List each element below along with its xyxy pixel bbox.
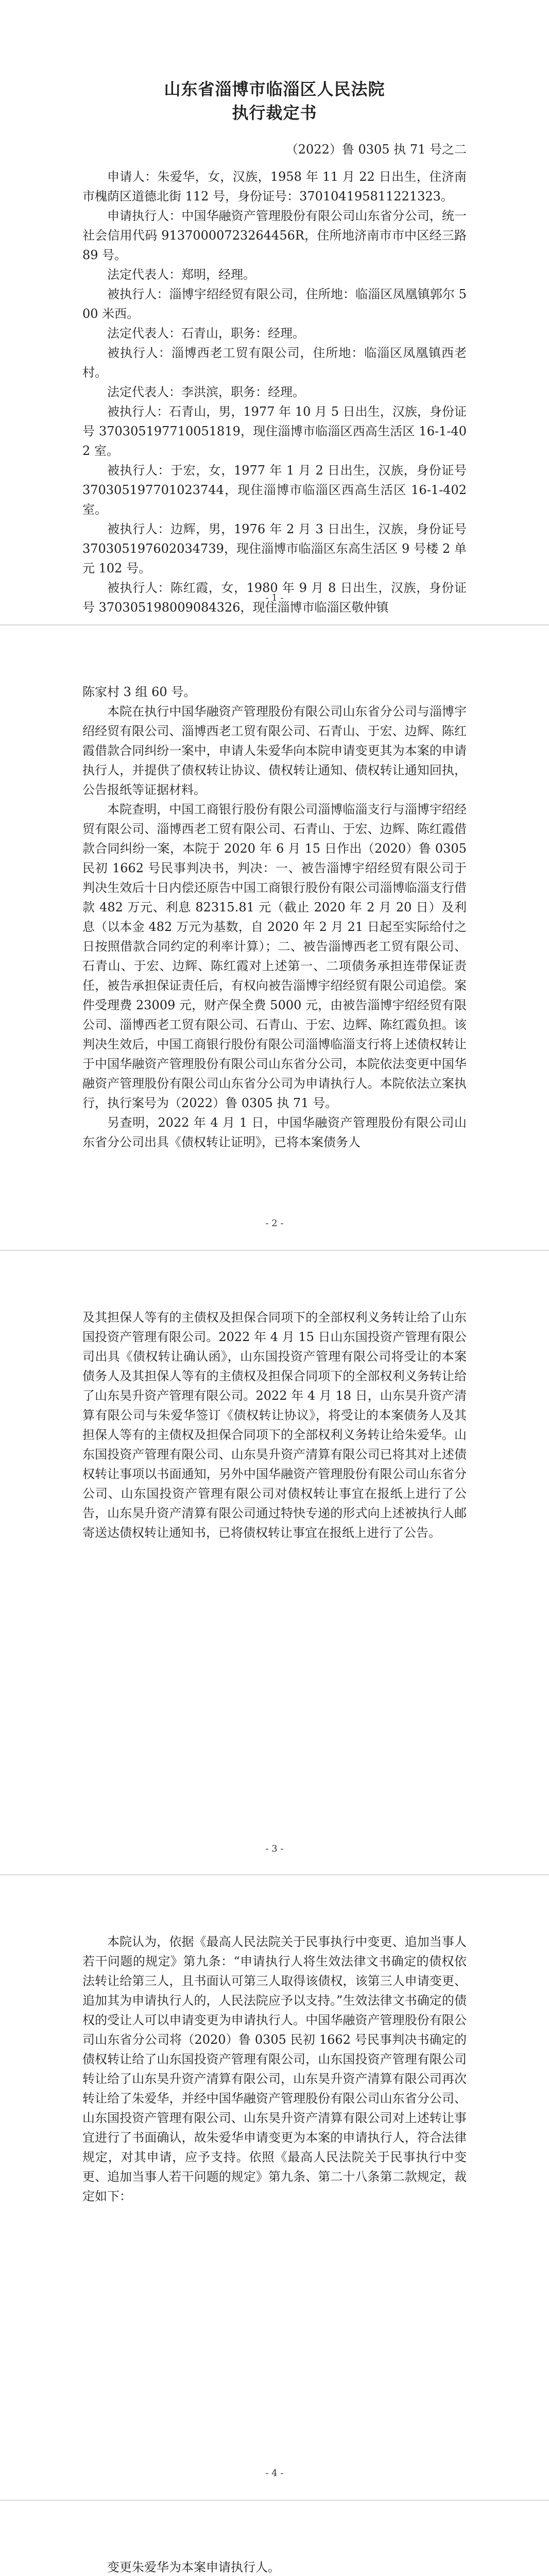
document-page-5 (0, 2501, 549, 2576)
document-page-1 (0, 0, 549, 624)
paragraph: 陈家村 3 组 60 号。 (82, 685, 196, 699)
page-number: - 4 - (265, 2468, 284, 2479)
paragraph: 及其担保人等有的主债权及担保合同项下的全部权利义务转让给了山东国投资产管理有限公司。2022 年 4 月 15 日山东国投资产管理有限公司出具《债权转让确认函》，山东国投资产管理有限公司将受让的本案债务人及其担保人等有的主债权及担保合同项下的全部权利义务转让给了山东昊升资产管理有限公司。2022 年 4 月 18 日，山东昊升资产清算有限公司与朱爱华签订《债权转让协议》，将受让的本案债务人及其担保人等有的主债权及担保合同项下的全部权利义务转让给朱爱华。山东国投资产管理有限公司、山东昊升资产清算有限公司已将其对上述债权转让事项以书面通知，另外中国华融资产管理股份有限公司山东省分公司、山东国投资产管理有限公司对债权转让事宜在报纸上进行了公告，山东昊升资产清算有限公司通过特快专递的形式向上述被执行人邮寄送达债权转让通知书，已将债权转让事宜在报纸上进行了公告。 (82, 1310, 467, 1540)
document-page-2 (0, 625, 549, 1250)
paragraph: 被执行人：淄博宇绍经贸有限公司，住所地：临淄区凤凰镇郭尔 500 米西。 (82, 287, 467, 321)
paragraph: 申请人：朱爱华，女，汉族，1958 年 11 月 22 日出生，住济南市槐荫区道德北街 112 号，身份证号：370104195811221323。 (82, 170, 467, 204)
paragraph: 法定代表人：郑明，经理。 (107, 267, 255, 282)
case-number: （2022）鲁 0305 执 71 号之二 (285, 142, 467, 157)
page-number: - 1 - (265, 592, 284, 603)
document-type: 执行裁定书 (232, 103, 317, 123)
paragraph: 被执行人：淄博西老工贸有限公司，住所地：临淄区凤凰镇西老村。 (82, 346, 467, 380)
paragraph: 被执行人：陈红霞，女，1980 年 9 月 8 日出生，汉族，身份证号 370305198009084326，现住淄博市临淄区敬仲镇 (82, 581, 467, 615)
document-page-3 (0, 1251, 549, 1874)
paragraph: 被执行人：于宏，女，1977 年 1 月 2 日出生，汉族，身份证号 370305197701023744，现住淄博市临淄区西高生活区 16-1-402 室。 (82, 463, 467, 517)
page-number: - 3 - (265, 1843, 284, 1854)
paragraph: 法定代表人：石青山，职务：经理。 (107, 326, 305, 341)
page-number: - 2 - (265, 1218, 284, 1229)
paragraph: 被执行人：石青山，男，1977 年 10 月 5 日出生，汉族，身份证号 370305197710051819，现住淄博市临淄区西高生活区 16-1-402 室。 (82, 404, 467, 458)
paragraph: 申请执行人：中国华融资产管理股份有限公司山东省分公司，统一社会信用代码 91370000723264456R，住所地济南市市中区经三路 89 号。 (82, 209, 467, 262)
paragraph: 本院在执行中国华融资产管理股份有限公司山东省分公司与淄博宇绍经贸有限公司、淄博西老工贸有限公司、石青山、于宏、边辉、陈红霞借款合同纠纷一案中，申请人朱爱华向本院申请变更其为本案的申请执行人，并提供了债权转让协议、债权转让通知、债权转让通知回执，公告报纸等证据材料。 (82, 704, 467, 797)
document-page-4 (0, 1875, 549, 2500)
court-name: 山东省淄博市临淄区人民法院 (164, 79, 385, 99)
paragraph: 被执行人：边辉，男，1976 年 2 月 3 日出生，汉族，身份证号 370305197602034739，现住淄博市临淄区东高生活区 9 号楼 2 单元 102 号。 (82, 522, 467, 575)
paragraph: 本院查明，中国工商银行股份有限公司淄博临淄支行与淄博宇绍经贸有限公司、淄博西老工贸有限公司、石青山、于宏、边辉、陈红霞借款合同纠纷一案，本院于 2020 年 6 月 15 日作出（2020）鲁 0305 民初 1662 号民事判决书，判决：一、被告淄博宇绍经贸有限公司于判决生效后十日内偿还原告中国工商银行股份有限公司淄博临淄支行借款 482 万元、利息 82315.81 元（截止 2020 年 2 月 20 日）及利息（以本金 482 万元为基数，自 2020 年 2 月 21 日起至实际给付之日按照借款合同约定的利率计算）；二、被告淄博西老工贸有限公司、石青山、于宏、边辉、陈红霞对上述第一、二项债务承担连带保证责任，被告承担保证责任后，有权向被告淄博宇绍经贸有限公司追偿。案件受理费 23009 元，财产保全费 5000 元，由被告淄博宇绍经贸有限公司、淄博西老工贸有限公司、石青山、于宏、边辉、陈红霞负担。该判决生效后，中国工商银行股份有限公司淄博临淄支行将上述债权转让于中国华融资产管理股份有限公司山东省分公司，本院依法变更中国华融资产管理股份有限公司山东省分公司为申请执行人。本院依法立案执行，执行案号为（2022）鲁 0305 执 71 号。 (82, 802, 467, 1110)
paragraph: 本院认为，依据《最高人民法院关于民事执行中变更、追加当事人若干问题的规定》第九条：“申请执行人将生效法律文书确定的债权依法转让给第三人，且书面认可第三人取得该债权，该第三人申请变更、追加其为申请执行人的，人民法院应予以支持。”生效法律文书确定的债权的受让人可以申请变更为申请执行人。中国华融资产管理股份有限公司山东省分公司将（2020）鲁 0305 民初 1662 号民事判决书确定的债权转让给了山东国投资产管理有限公司，山东国投资产管理有限公司转让给了山东昊升资产清算有限公司，山东昊升资产清算有限公司再次转让给了朱爱华，并经中国华融资产管理股份有限公司山东省分公司、山东国投资产管理有限公司、山东昊升资产清算有限公司对上述转让事宜进行了书面确认，故朱爱华申请变更为本案的申请执行人，符合法律规定，对其申请，应予支持。依照《最高人民法院关于民事执行中变更、追加当事人若干问题的规定》第九条、第二十八条第二款规定，裁定如下： (82, 1935, 467, 2204)
paragraph: 变更朱爱华为本案申请执行人。 (107, 2560, 280, 2574)
paragraph: 法定代表人：李洪滨，职务：经理。 (107, 385, 305, 399)
page-1-body (82, 167, 467, 617)
paragraph: 另查明，2022 年 4 月 1 日，中国华融资产管理股份有限公司山东省分公司出具《债权转让证明》，已将本案债务人 (82, 1115, 467, 1149)
